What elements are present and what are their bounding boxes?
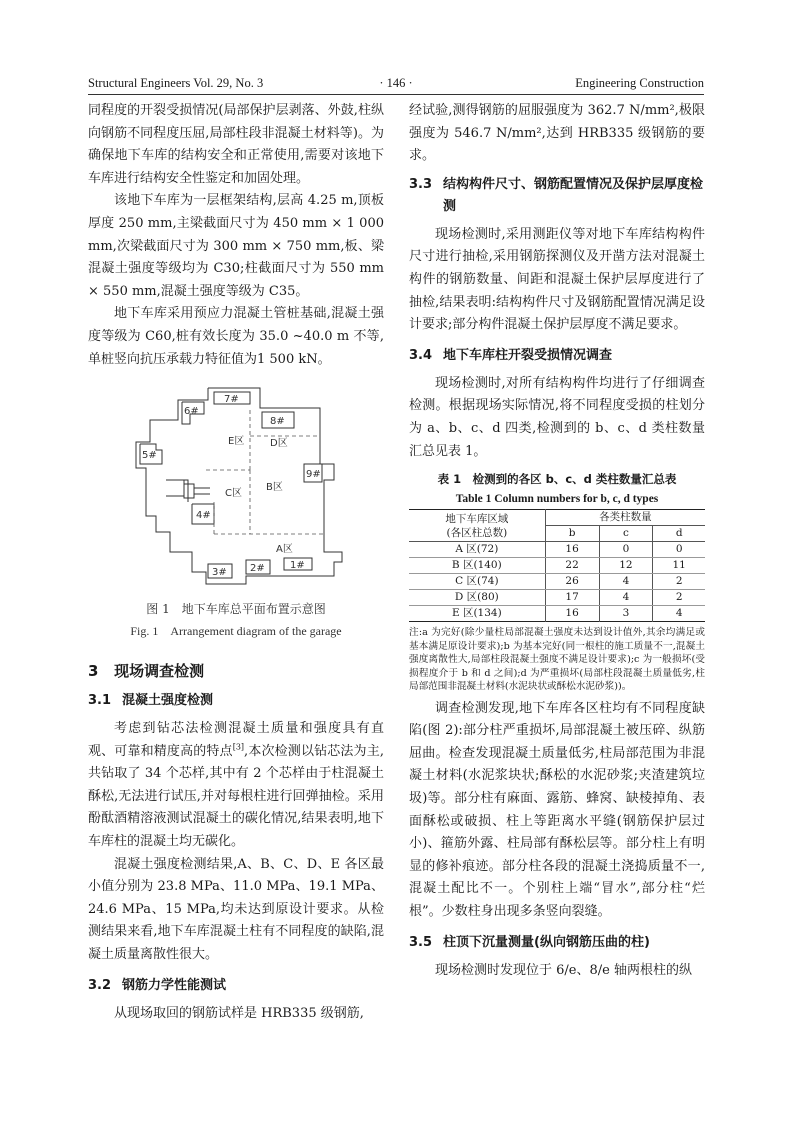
table-cell: D 区(80)	[409, 590, 545, 606]
subsection-heading	[88, 690, 384, 712]
table-cell: C 区(74)	[409, 574, 545, 590]
subsection-title: 混凝土强度检测	[122, 693, 214, 708]
column-count-table	[409, 509, 705, 622]
subsection-number: 3.2	[88, 977, 112, 993]
zone-label: C区	[225, 488, 242, 499]
table-block	[409, 469, 705, 694]
table-cell: 0	[599, 542, 653, 558]
table-header-group: 各类柱数量	[545, 510, 705, 526]
paragraph: 调查检测发现,地下车库各区柱均有不同程度缺陷(图 2):部分柱严重损坏,局部混凝土被压碎、纵筋屈曲。检查发现混凝土质量低劣,柱局部范围为非混凝土材料(水泥浆块状;酥松的水泥砂浆;夹渣建筑垃圾)等。部分柱有麻面、露筋、蜂窝、缺棱掉角、表面酥松或破损、柱上等距离水平缝(钢筋保护层过小)、箍筋外露、柱局部有酥松层等。部分柱上有明显的修补痕迹。部分柱各段的混凝土浇捣质量不一,混凝土配比不一。个别柱上端“冒水”,部分柱“烂根”。少数柱身出现多条竖向裂缝。	[409, 700, 705, 919]
citation: [3]	[232, 742, 245, 752]
table-cell: 4	[599, 590, 653, 606]
subsection-title: 柱顶下沉量测量(纵向钢筋压曲的柱)	[443, 934, 650, 950]
paragraph-text: ,本次检测以钻芯法为主,共钻取了 34 个芯样,其中有 2 个芯样由于柱混凝土酥松,无法进行试压,并对每根柱进行回弹抽检。采用酚酞酒精溶液测试混凝土的碳化情况,结果表明,地下车库柱的混凝土均无碳化。	[88, 743, 384, 849]
table-caption-cn: 表 1 检测到的各区 b、c、d 类柱数量汇总表	[437, 472, 677, 487]
block-label: 4#	[196, 510, 211, 521]
block-label: 1#	[290, 560, 305, 571]
table-cell: 0	[653, 542, 705, 558]
subsection-number: 3.1	[88, 693, 112, 708]
table-cell: 2	[653, 574, 705, 590]
paragraph: 地下车库采用预应力混凝土管桩基础,混凝土强度等级为 C60,桩有效长度为 35.0 ~40.0 m 不等,单桩竖向抗压承载力特征值为1 500 kN。	[88, 306, 384, 367]
table-cell: 11	[653, 558, 705, 574]
table-cell: 16	[545, 606, 599, 622]
paragraph: 该地下车库为一层框架结构,层高 4.25 m,顶板厚度 250 mm,主梁截面尺寸为 450 mm × 1 000 mm,次梁截面尺寸为 300 mm × 750 mm,板、梁混凝土强度等级均为 C30;柱截面尺寸为 550 mm × 550 mm,混凝土强度等级为 C35。	[88, 193, 384, 299]
paragraph-text: 考虑到钻芯法检测混凝土质量和强度具有直观、可靠和精度高的特点	[88, 721, 384, 759]
subsection-number: 3.3	[409, 176, 433, 192]
block-label: 7#	[224, 394, 239, 405]
zone-label: E区	[228, 436, 245, 447]
table-cell: 2	[653, 590, 705, 606]
block-label: 8#	[270, 416, 285, 427]
subsection-title: 结构构件尺寸、钢筋配置情况及保护层厚度检测	[443, 176, 704, 214]
table-row	[409, 542, 705, 558]
table-cell: 16	[545, 542, 599, 558]
subsection-heading	[409, 932, 705, 954]
block-label: 3#	[212, 567, 227, 578]
block-label: 9#	[306, 469, 321, 480]
block-label: 5#	[142, 450, 157, 461]
table-note: 注:a 为完好(除少量柱局部混凝土强度未达到设计值外,其余均满足或基本满足原设计要求);b 为基本完好(同一根柱的施工质量不一,混凝土强度离散性大,局部柱段混凝土强度不满足设计要求);c 为一般损坏(受损程度介于 b 和 d 之间);d 为严重损坏(局部柱段混凝土质量低劣,柱局部范围非混凝土材料(水泥块状或酥松水泥砂浆))。	[409, 627, 705, 693]
paragraph: 从现场取回的钢筋试样是 HRB335 级钢筋,	[114, 1005, 364, 1021]
right-column	[409, 100, 705, 982]
table-cell: 12	[599, 558, 653, 574]
table-header-d: d	[653, 526, 705, 542]
figure-caption-en: Fig. 1 Arrangement diagram of the garage	[130, 624, 342, 638]
header-text: 地下车库区域	[445, 512, 509, 525]
table-header-zone	[409, 510, 545, 542]
block-label: 6#	[184, 406, 199, 417]
table-row	[409, 558, 705, 574]
section-name: Engineering Construction	[575, 76, 704, 90]
zone-label: B区	[266, 482, 283, 493]
table-cell: 4	[599, 574, 653, 590]
zone-label: A区	[276, 544, 293, 555]
journal-info: Structural Engineers Vol. 29, No. 3	[88, 76, 264, 90]
table-cell: A 区(72)	[409, 542, 545, 558]
subsection-title: 地下车库柱开裂受损情况调查	[443, 347, 613, 363]
block-label: 2#	[250, 563, 265, 574]
subsection-heading	[88, 975, 384, 997]
zone-label: D区	[270, 438, 288, 449]
table-cell: 17	[545, 590, 599, 606]
plan-outline	[136, 388, 342, 584]
paragraph: 同程度的开裂受损情况(局部保护层剥落、外鼓,柱纵向钢筋不同程度压屈,局部柱段非混凝土材料等)。为确保地下车库的结构安全和正常使用,需要对该地下车库进行结构安全性鉴定和加固处理。	[88, 103, 384, 186]
table-header-c: c	[599, 526, 653, 542]
table-row	[409, 574, 705, 590]
subsection-heading	[409, 174, 705, 218]
table-cell: 3	[599, 606, 653, 622]
table-row	[409, 590, 705, 606]
table-cell: 4	[675, 607, 683, 620]
table-cell: E 区(134)	[409, 606, 545, 622]
left-column-top	[88, 100, 384, 371]
left-column-bottom	[88, 660, 384, 1025]
section-heading	[88, 660, 384, 682]
page-number: · 146 ·	[379, 76, 413, 90]
paragraph: 经试验,测得钢筋的屈服强度为 362.7 N/mm²,极限强度为 546.7 N/mm²,达到 HRB335 级钢筋的要求。	[409, 103, 705, 164]
section-number: 3	[88, 662, 99, 680]
paragraph: 现场检测时,对所有结构构件均进行了仔细调查检测。根据现场实际情况,将不同程度受损的柱划分为 a、b、c、d 四类,检测到的 b、c、d 类柱数量汇总见表 1。	[409, 375, 705, 459]
table-cell: 26	[545, 574, 599, 590]
garage-plan-figure	[110, 384, 360, 596]
subsection-number: 3.4	[409, 347, 433, 363]
table-header-b: b	[545, 526, 599, 542]
paragraph: 现场检测时,采用测距仪等对地下车库结构构件尺寸进行抽检,采用钢筋探测仪及开凿方法对混凝土构件的钢筋数量、间距和混凝土保护层厚度进行了抽检,结果表明:结构构件尺寸及钢筋配置情况满足设计要求;部分构件混凝土保护层厚度不满足要求。	[409, 226, 705, 333]
header-text: (各区柱总数)	[446, 526, 508, 539]
table-cell: 22	[545, 558, 599, 574]
table-cell: B 区(140)	[409, 558, 545, 574]
subsection-heading	[409, 345, 705, 367]
section-title: 现场调查检测	[114, 662, 205, 680]
running-header	[88, 76, 704, 95]
paragraph: 混凝土强度检测结果,A、B、C、D、E 各区最小值分别为 23.8 MPa、11.0 MPa、19.1 MPa、24.6 MPa、15 MPa,均未达到原设计要求。从检测结果来看,地下车库混凝土柱有不同程度的缺陷,混凝土质量离散性很大。	[88, 856, 384, 962]
paragraph: 现场检测时发现位于 6/e、8/e 轴两根柱的纵	[435, 962, 692, 978]
subsection-number: 3.5	[409, 934, 433, 950]
paragraph	[88, 718, 384, 854]
subsection-title: 钢筋力学性能测试	[122, 977, 227, 993]
figure-caption-cn: 图 1 地下车库总平面布置示意图	[146, 602, 326, 616]
table-caption-en: Table 1 Column numbers for b, c, d types	[455, 493, 659, 506]
table-row	[409, 606, 705, 622]
